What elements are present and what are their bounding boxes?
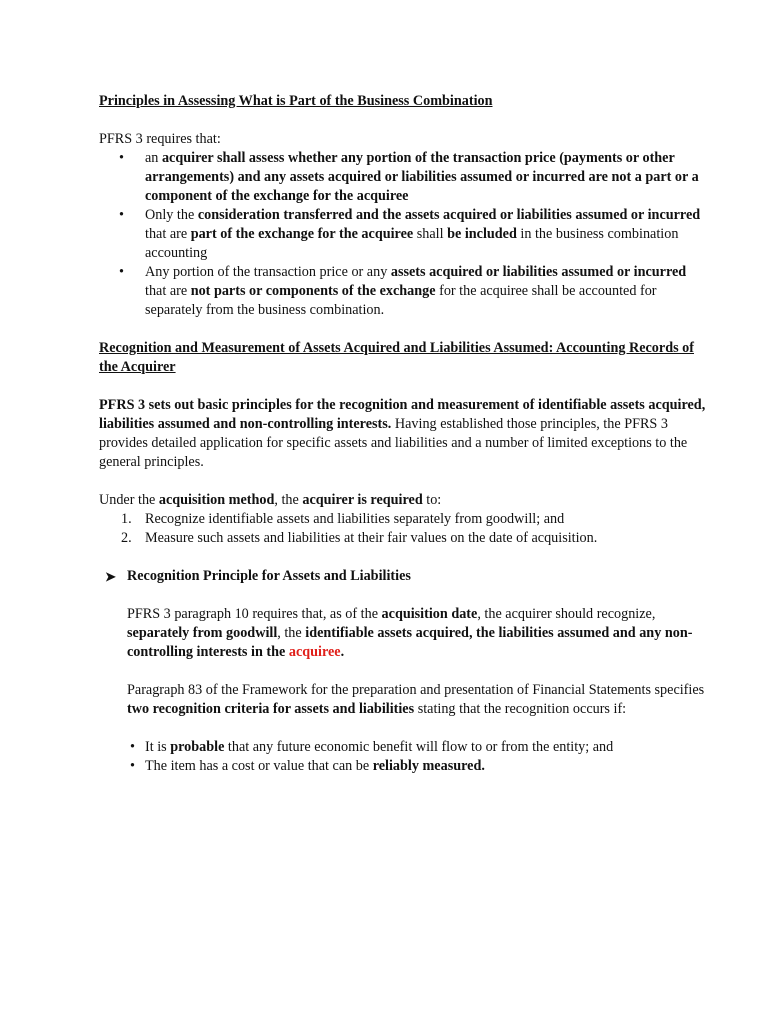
subsection-heading-recognition-principle: ➤ Recognition Principle for Assets and Liabilities — [105, 568, 411, 584]
pfrs3-intro: PFRS 3 requires that: — [99, 131, 221, 147]
requirements-list — [99, 149, 709, 320]
list-item: • Any portion of the transaction price or any assets acquired or liabilities assumed or incurred that are not parts or components of the exchange for the acquiree shall be accounted for separately from the business combination. — [119, 264, 687, 318]
list-item: • an acquirer shall assess whether any portion of the transaction price (payments or other arrangements) and any assets acquired or liabilities assumed or incurred are not a part or a component of the exchange for the acquiree — [119, 150, 699, 204]
acquisition-method-intro: Under the acquisition method, the acquirer is required to: — [99, 492, 442, 508]
section-heading-recognition-measurement: Recognition and Measurement of Assets Acquired and Liabilities Assumed: Accounting Records of the Acquirer — [99, 340, 694, 375]
paragraph-10-text: PFRS 3 paragraph 10 requires that, as of the acquisition date, the acquirer should recognize, separately from goodwill, the identifiable assets acquired, the liabilities assumed and any non-controlling interests in the acquiree. — [127, 606, 693, 660]
section-heading-business-combination: Principles in Assessing What is Part of the Business Combination — [99, 93, 493, 109]
bullet-icon: • — [119, 150, 124, 166]
list-item: 1. Recognize identifiable assets and liabilities separately from goodwill; and — [121, 511, 565, 527]
bullet-icon: • — [130, 739, 135, 755]
list-item: 2. Measure such assets and liabilities at their fair values on the date of acquisition. — [121, 530, 598, 546]
acquisition-steps-list — [99, 510, 709, 548]
bullet-icon: • — [119, 264, 124, 280]
bullet-icon: • — [130, 758, 135, 774]
principles-paragraph: PFRS 3 sets out basic principles for the recognition and measurement of identifiable assets acquired, liabilities assumed and non-controlling interests. Having established those principles, the PFRS 3 provides detailed application for specific assets and liabilities and a number of limited exceptions to the general principles. — [99, 397, 706, 470]
list-item: • The item has a cost or value that can be reliably measured. — [130, 758, 485, 774]
recognition-criteria-list — [99, 738, 709, 776]
list-item: • It is probable that any future economic benefit will flow to or from the entity; and — [130, 739, 614, 755]
document-page — [99, 92, 709, 776]
arrow-bullet-icon: ➤ — [105, 569, 116, 584]
list-item: • Only the consideration transferred and the assets acquired or liabilities assumed or incurred that are part of the exchange for the acquiree shall be included in the business combination accounting — [119, 207, 701, 261]
bullet-icon: • — [119, 207, 124, 223]
acquiree-highlight: acquiree — [288, 644, 341, 660]
paragraph-83-text: Paragraph 83 of the Framework for the preparation and presentation of Financial Statements specifies two recognition criteria for assets and liabilities stating that the recognition occurs if: — [127, 682, 705, 717]
